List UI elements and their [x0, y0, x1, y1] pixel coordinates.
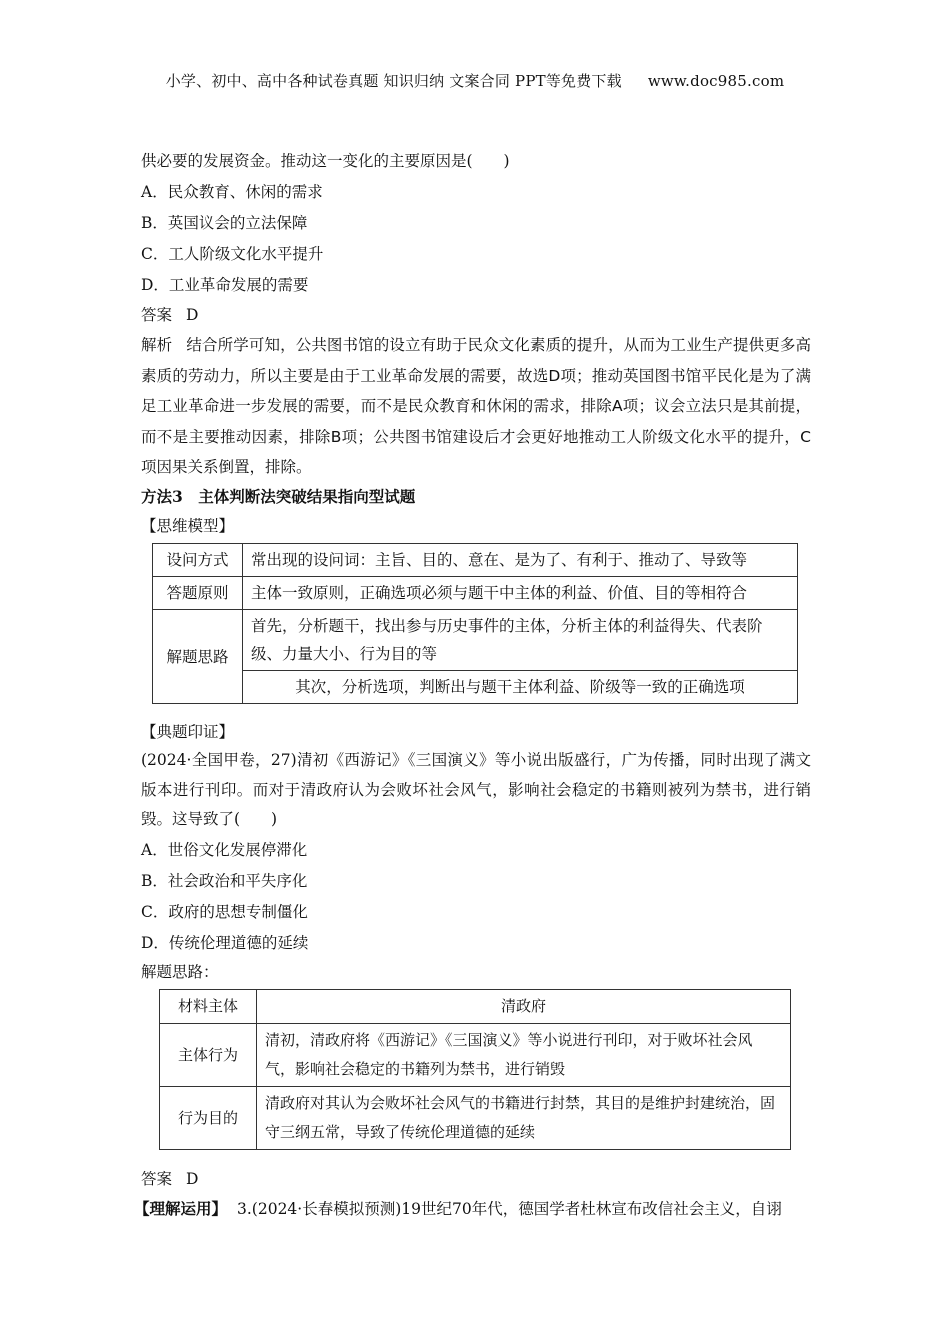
apply-line [134, 1199, 782, 1219]
table-row [160, 1024, 791, 1087]
table-row [153, 577, 798, 610]
row-value: 常出现的设问词：主旨、目的、意在、是为了、有利于、推动了、导致等 [243, 544, 798, 577]
thinking-table [159, 989, 791, 1150]
analysis-paragraph [141, 330, 811, 483]
row-key: 解题思路 [153, 610, 243, 704]
row-key: 行为目的 [160, 1087, 257, 1150]
table-row [153, 544, 798, 577]
question-stem-tail: 供必要的发展资金。推动这一变化的主要原因是( ) [141, 152, 510, 170]
apply-label: 【理解运用】 [134, 1200, 228, 1218]
page-header [0, 70, 950, 91]
row-key: 设问方式 [153, 544, 243, 577]
header-value: 清政府 [257, 990, 791, 1024]
example-stem: (2024·全国甲卷，27)清初《西游记》《三国演义》等小说出版盛行，广为传播，同时出现了满文版本进行刊印。而对于清政府认为会败坏社会风气，影响社会稳定的书籍则被列为禁书，进行销毁。这导致了( ) [141, 751, 811, 828]
row-value: 主体一致原则，正确选项必须与题干中主体的利益、价值、目的等相符合 [243, 577, 798, 610]
row-value-secondary: 其次，分析选项，判断出与题干主体利益、阶级等一致的正确选项 [243, 671, 798, 704]
option-a: A．民众教育、休闲的需求 [141, 183, 323, 201]
analysis-label: 解析 [141, 336, 173, 354]
thinking-model-table [152, 543, 798, 704]
row-value: 清初，清政府将《西游记》《三国演义》等小说进行刊印，对于败坏社会风气，影响社会稳定的书籍列为禁书，进行销毁 [257, 1024, 791, 1087]
thinking-label: 解题思路： [141, 963, 219, 981]
model-label: 【思维模型】 [141, 517, 235, 535]
row-key: 答题原则 [153, 577, 243, 610]
analysis-text: 结合所学可知，公共图书馆的设立有助于民众文化素质的提升，从而为工业生产提供更多高素质的劳动力，所以主要是由于工业革命发展的需要，故选D项；推动英国图书馆平民化是为了满足工业革命进一步发展的需要，而不是民众教育和休闲的需求，排除A项；议会立法只是其前提，而不是主要推动因素，排除B项；公共图书馆建设后才会更好地推动工人阶级文化水平的提升，C项因果关系倒置，排除。 [141, 336, 811, 476]
table-row [160, 1087, 791, 1150]
method-title: 方法3 主体判断法突破结果指向型试题 [141, 487, 416, 506]
header-text: 小学、初中、高中各种试卷真题 知识归纳 文案合同 PPT等免费下载 [165, 72, 622, 90]
example-option-a: A．世俗文化发展停滞化 [141, 841, 308, 859]
table-row [153, 671, 798, 704]
example-answer-line [141, 1169, 198, 1189]
header-url[interactable]: www.doc985.com [647, 72, 785, 90]
apply-text: 3.(2024·长春模拟预测)19世纪70年代，德国学者杜林宣布改信社会主义，自诩 [237, 1200, 782, 1218]
option-b: B．英国议会的立法保障 [141, 214, 308, 232]
answer-label: 答案 [141, 306, 173, 324]
header-key: 材料主体 [160, 990, 257, 1024]
row-key: 主体行为 [160, 1024, 257, 1087]
answer-value: D [186, 306, 199, 324]
option-c: C．工人阶级文化水平提升 [141, 245, 324, 263]
answer-line [141, 305, 198, 325]
table-header-row [160, 990, 791, 1024]
answer-value: D [186, 1170, 199, 1188]
example-option-d: D．传统伦理道德的延续 [141, 934, 309, 952]
example-option-b: B．社会政治和平失序化 [141, 872, 308, 890]
example-label: 【典题印证】 [141, 723, 235, 741]
row-value: 清政府对其认为会败坏社会风气的书籍进行封禁，其目的是维护封建统治，固守三纲五常，导致了传统伦理道德的延续 [257, 1087, 791, 1150]
option-d: D．工业革命发展的需要 [141, 276, 309, 294]
table-row [153, 610, 798, 671]
row-value: 首先，分析题干，找出参与历史事件的主体，分析主体的利益得失、代表阶级、力量大小、行为目的等 [243, 610, 798, 671]
answer-label: 答案 [141, 1170, 173, 1188]
example-option-c: C．政府的思想专制僵化 [141, 903, 308, 921]
